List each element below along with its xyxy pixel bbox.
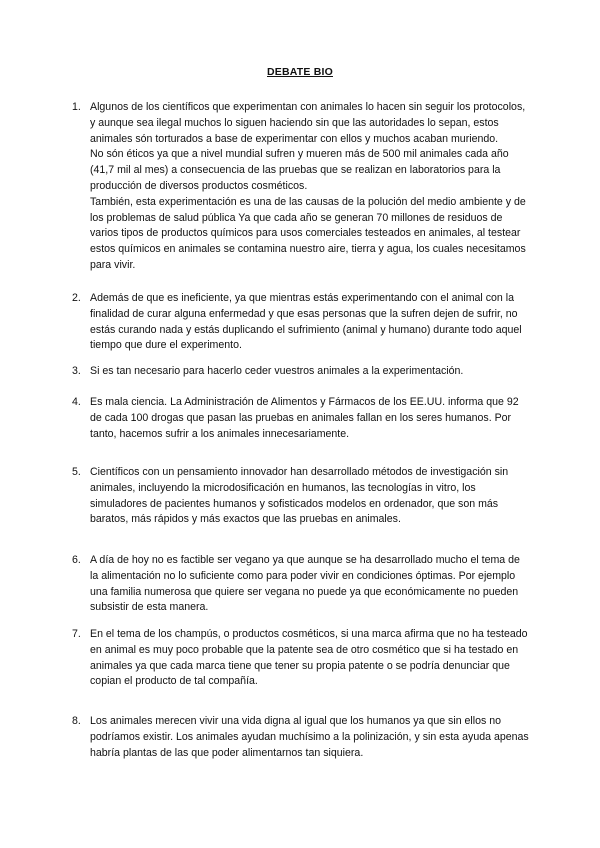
- item-number: 2.: [72, 292, 81, 304]
- item-paragraph: Además de que es ineficiente, ya que mientras estás experimentando con el animal con la finalidad de curar alguna enfermedad y que esas personas que la sufren dejen de sufrir, no estás curando nada y estás duplicando el sufrimiento (animal y humano) durante todo aquel tiempo que dure el experimento.: [90, 292, 522, 352]
- item-paragraph: Es mala ciencia. La Administración de Alimentos y Fármacos de los EE.UU. informa que 92 de cada 100 drogas que pasan las pruebas en animales fallan en los seres humanos. Por tanto, hacemos sufrir a los animales innecesariamente.: [90, 396, 519, 440]
- item-paragraph: Si es tan necesario para hacerlo ceder vuestros animales a la experimentación.: [90, 365, 464, 377]
- document-title: DEBATE BIO: [267, 66, 333, 78]
- item-number: 3.: [72, 365, 81, 377]
- list-item-1: [72, 100, 530, 274]
- list-item-6: [72, 553, 530, 616]
- item-number: 1.: [72, 101, 81, 113]
- list-item-3: [72, 364, 530, 380]
- item-number: 8.: [72, 715, 81, 727]
- list-item-2: [72, 291, 530, 354]
- item-paragraph: También, esta experimentación es una de las causas de la polución del medio ambiente y de los problemas de salud pública Ya que cada año se generan 70 millones de residuos de varios tipos de productos químicos para usos comerciales testeados en animales, al testear estos químicos en animales se contamina nuestro aire, tierra y agua, los cuales necesitamos para vivir.: [90, 195, 526, 271]
- list-item-7: [72, 627, 530, 690]
- item-number: 7.: [72, 628, 81, 640]
- item-paragraph: Los animales merecen vivir una vida digna al igual que los humanos ya que sin ellos no podríamos existir. Los animales ayudan muchísimo a la polinización, y sin esta ayuda apenas habría plantas de las que poder alimentarnos tan siquiera.: [90, 715, 529, 759]
- list-item-5: [72, 465, 530, 528]
- item-paragraph: A día de hoy no es factible ser vegano ya que aunque se ha desarrollado mucho el tema de la alimentación no lo suficiente como para poder vivir en condiciones óptimas. Por ejemplo una familia numerosa que quiere ser vegana no puede ya que económicamente no pueden subsistir de esta manera.: [90, 554, 520, 614]
- list-item-8: [72, 714, 530, 761]
- list-item-4: [72, 395, 530, 442]
- item-paragraph: Algunos de los científicos que experimentan con animales lo hacen sin seguir los protocolos, y aunque sea ilegal muchos lo siguen haciendo sin que las autoridades lo sepan, estos animales són torturados a base de experimentar con ellos y muchos acaban muriendo.: [90, 101, 526, 145]
- item-paragraph: No són éticos ya que a nivel mundial sufren y mueren más de 500 mil animales cada año (41,7 mil al mes) a consecuencia de las pruebas que se realizan en laboratorios para la producción de diversos productos cosméticos.: [90, 148, 509, 192]
- item-number: 6.: [72, 554, 81, 566]
- item-number: 5.: [72, 466, 81, 478]
- item-paragraph: Científicos con un pensamiento innovador han desarrollado métodos de investigación sin animales, incluyendo la microdosificación en humanos, las tecnologías in vitro, los simuladores de pacientes humanos y sofisticados modelos en ordenador, que son más baratos, más rápidos y más exactos que las pruebas en animales.: [90, 466, 509, 526]
- item-number: 4.: [72, 396, 81, 408]
- item-paragraph: En el tema de los champús, o productos cosméticos, si una marca afirma que no ha testeado en animal es muy poco probable que la patente sea de otro cosmético que si ha testado en animales ya que cada marca tiene que tener su propia patente o se podría denunciar que copian el producto de tal compañía.: [90, 628, 528, 688]
